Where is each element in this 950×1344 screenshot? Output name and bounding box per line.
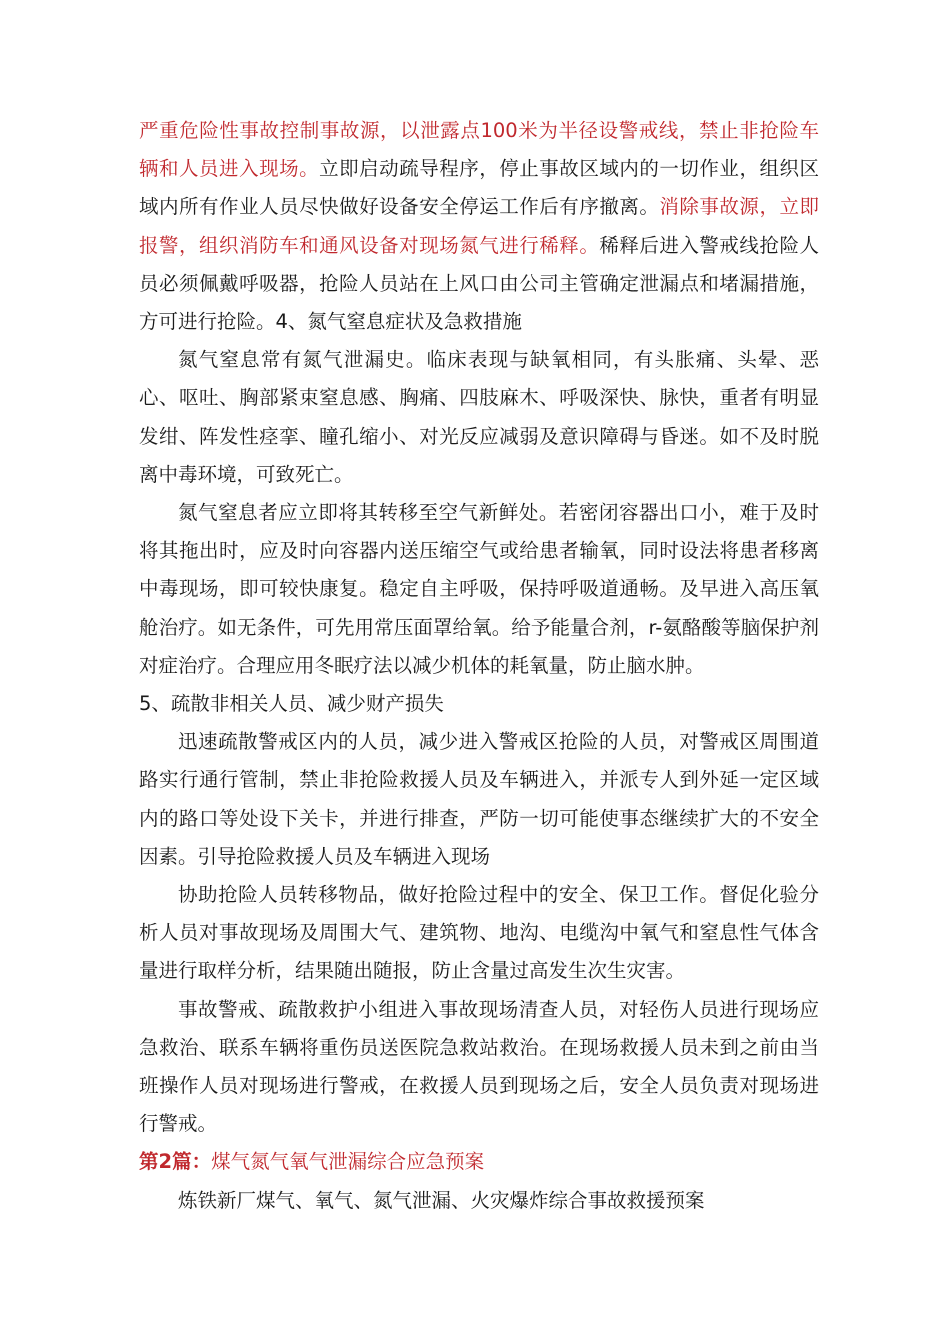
chapter-heading [139,1143,819,1181]
highlight-dilution: 消除事故源，立即报警，组织消防车和通风设备对现场氮气进行稀释。 [139,195,819,257]
paragraph-alert-team: 事故警戒、疏散救护小组进入事故现场清查人员，对轻伤人员进行现场应急救治、联系车辆将重伤员送医院急救站救治。在现场救援人员未到之前由当班操作人员对现场进行警戒，在救援人员到现场之后，安全人员负责对现场进行警戒。 [139,997,819,1136]
document-page [139,112,819,1220]
chapter-title: 煤气氮气氧气泄漏综合应急预案 [211,1150,485,1174]
text-evacuation: 立即启动疏导程序，停止事故区域内的一切作业，组织区域内所有作业人员尽快做好设备安全停运工作后有序撤离。 [139,157,819,219]
text-rescue-measures: 稀释后进入警戒线抢险人员必须佩戴呼吸器，抢险人员站在上风口由公司主管确定泄漏点和堵漏措施，方可进行抢险。4、氮气窒息症状及急救措施 [139,233,819,334]
plan-subtitle: 炼铁新厂煤气、氧气、氮气泄漏、火灾爆炸综合事故救援预案 [178,1188,705,1212]
paragraph-assist: 协助抢险人员转移物品，做好抢险过程中的安全、保卫工作。督促化验分析人员对事故现场及周围大气、建筑物、地沟、电缆沟中氧气和窒息性气体含量进行取样分析，结果随出随报，防止含量过高发生次生灾害。 [139,883,819,983]
paragraph-first-aid: 氮气窒息者应立即将其转移至空气新鲜处。若密闭容器出口小，难于及时将其拖出时，应及时向容器内送压缩空气或给患者输氧，同时设法将患者移离中毒现场，即可较快康复。稳定自主呼吸，保持呼吸道通畅。及早进入高压氧舱治疗。如无条件，可先用常压面罩给氧。给予能量合剂，r-氨酪酸等脑保护剂对症治疗。合理应用冬眠疗法以减少机体的耗氧量，防止脑水肿。 [139,501,819,677]
paragraph-evacuate: 迅速疏散警戒区内的人员，减少进入警戒区抢险的人员，对警戒区周围道路实行通行管制，禁止非抢险救援人员及车辆进入，并派专人到外延一定区域内的路口等处设下关卡，并进行排查，严防一切可能使事态继续扩大的不安全因素。引导抢险救援人员及车辆进入现场 [139,730,819,868]
highlight-warning-zone: 严重危险性事故控制事故源，以泄露点100米为半径设警戒线，禁止非抢险车辆和人员进入现场。 [139,119,819,181]
paragraph-symptoms: 氮气窒息常有氮气泄漏史。临床表现与缺氧相同，有头胀痛、头晕、恶心、呕吐、胸部紧束窒息感、胸痛、四肢麻木、呼吸深快、脉快，重者有明显发绀、阵发性痉挛、瞳孔缩小、对光反应减弱及意识障碍与昏迷。如不及时脱离中毒环境，可致死亡。 [139,348,819,486]
section-heading-5: 5、疏散非相关人员、减少财产损失 [139,692,444,716]
chapter-label: 第2篇： [139,1150,212,1174]
paragraph-control-source [139,112,819,341]
